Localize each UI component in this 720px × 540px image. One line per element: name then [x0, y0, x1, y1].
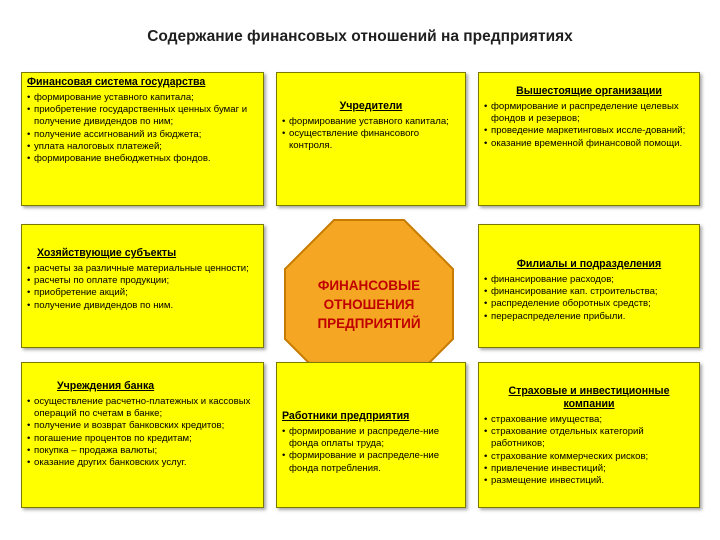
list-item: • получение дивидендов по ним.: [27, 300, 258, 312]
list-item: • формирование внебюджетных фондов.: [27, 153, 258, 165]
box-heading: Учредители: [339, 100, 403, 112]
box-workers: [276, 362, 466, 508]
list-item: • перераспределение прибыли.: [484, 311, 694, 323]
list-item: • формирование и распределе-ние фонда оплаты труда;: [282, 426, 460, 450]
box-heading: Филиалы и подразделения: [516, 258, 662, 270]
list-item: • получение и возврат банковских кредитов;: [27, 420, 258, 432]
list-item: • оказание временной финансовой помощи.: [484, 138, 694, 150]
list-item: • оказание других банковских услуг.: [27, 457, 258, 469]
item-list: [484, 274, 694, 323]
box-heading: Страховые и инвестиционные компании: [508, 385, 670, 410]
list-item: • формирование уставного капитала;: [282, 116, 460, 128]
list-item: • страхование отдельных категорий работников;: [484, 426, 694, 450]
list-item: • размещение инвестиций.: [484, 475, 694, 487]
item-list: [484, 101, 694, 150]
box-branches: [478, 224, 700, 348]
list-item: • расчеты по оплате продукции;: [27, 275, 258, 287]
box-heading: Учреждения банка: [57, 380, 155, 392]
list-item: • уплата налоговых платежей;: [27, 141, 258, 153]
box-heading: Работники предприятия: [282, 410, 410, 422]
list-item: • формирование уставного капитала;: [27, 92, 258, 104]
list-item: • страхование коммерческих рисков;: [484, 451, 694, 463]
list-item: • распределение оборотных средств;: [484, 298, 694, 310]
list-item: • финансирование кап. строительства;: [484, 286, 694, 298]
box-insurance-investment: [478, 362, 700, 508]
box-bank-institutions: [21, 362, 264, 508]
box-state-financial-system: [21, 72, 264, 206]
list-item: • приобретение государственных ценных бумаг и получение дивидендов по ним;: [27, 104, 258, 128]
list-item: • приобретение акций;: [27, 287, 258, 299]
box-heading: Финансовая система государства: [27, 76, 206, 88]
item-list: [282, 426, 460, 475]
list-item: • осуществление расчетно-платежных и кассовых операций по счетам в банке;: [27, 396, 258, 420]
item-list: [484, 414, 694, 487]
box-higher-organizations: [478, 72, 700, 206]
list-item: • страхование имущества;: [484, 414, 694, 426]
list-item: • финансирование расходов;: [484, 274, 694, 286]
item-list: [27, 263, 258, 312]
list-item: • формирование и распределе-ние фонда потребления.: [282, 450, 460, 474]
box-founders: [276, 72, 466, 206]
center-label: ФИНАНСОВЫЕ ОТНОШЕНИЯ ПРЕДПРИЯТИЙ: [317, 277, 421, 331]
box-business-entities: [21, 224, 264, 348]
list-item: • расчеты за различные материальные ценности;: [27, 263, 258, 275]
item-list: [27, 396, 258, 469]
item-list: [27, 92, 258, 165]
list-item: • привлечение инвестиций;: [484, 463, 694, 475]
list-item: • получение ассигнований из бюджета;: [27, 129, 258, 141]
list-item: • погашение процентов по кредитам;: [27, 433, 258, 445]
box-heading: Вышестоящие организации: [516, 85, 662, 97]
list-item: • осуществление финансового контроля.: [282, 128, 460, 152]
page-title: Содержание финансовых отношений на предприятиях: [147, 28, 573, 45]
item-list: [282, 116, 460, 153]
list-item: • покупка – продажа валюты;: [27, 445, 258, 457]
box-heading: Хозяйствующие субъекты: [37, 247, 177, 259]
list-item: • проведение маркетинговых иссле-дований;: [484, 125, 694, 137]
list-item: • формирование и распределение целевых фондов и резервов;: [484, 101, 694, 125]
